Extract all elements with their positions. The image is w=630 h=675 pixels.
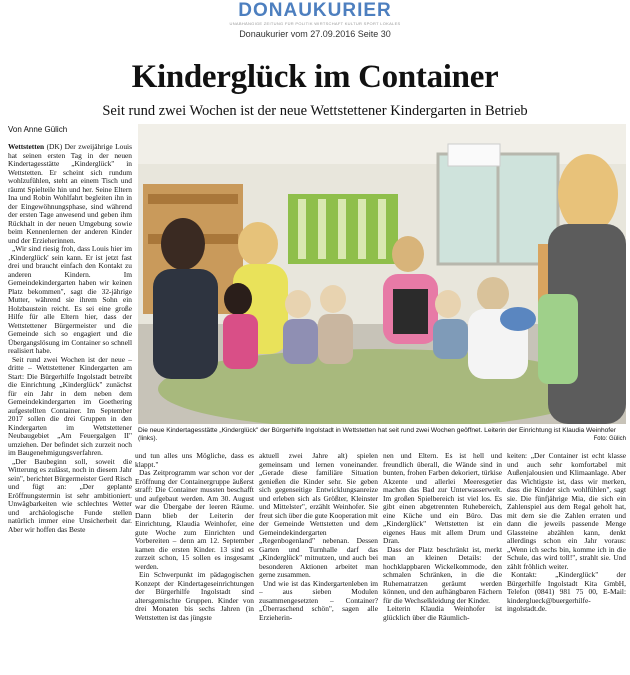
paragraph: „Der Baubeginn soll, soweit die Witterung es zulässt, noch in diesem Jahr sein", berichtet Bürgermeister Gerd Risch und fügt an: „Der geplante Eröffnungstermin ist sehr ambitioniert. Unwägbarkeiten wie schlechtes Wetter und archäologische Funde stellen natürlich immer eine Unsicherheit dar. Aber wir hoffen das Beste	[8, 456, 132, 534]
paragraph: aktuell zwei Jahre alt) spielen gemeinsam und lernen voneinander. „Gerade diese familiäre Situation genießen die Kinder sehr. Sie geben sich gegenseitige Entwicklungsanreize und erleben sich als Größter, Kleinster und Mittelster", erzählt Weinhofer. Sie freut sich über die gute Kooperation mit der Gemeinde Wettstetten und dem Gemeindekindergarten „Regenbogenland" nebenan. Dessen Garten und Turnhalle darf das „Kinderglück" mitnutzen, und auch bei besonderen Aktionen arbeitet man gerne zusammen.	[259, 452, 378, 579]
issue-line: Donaukurier vom 27.09.2016 Seite 30	[239, 29, 391, 39]
article-column-2	[135, 452, 254, 674]
paragraph: Leiterin Klaudia Weinhofer ist glücklich über die Räumlich-	[383, 604, 502, 622]
article-column-4	[383, 452, 502, 674]
subheadline: Seit rund zwei Wochen ist der neue Wettstettener Kindergarten in Betrieb	[102, 103, 528, 119]
paragraph: Und wie ist das Kindergartenleben im – aus sieben Modulen zusammengesetzten – Container? „Überraschend schön", sagen alle Erzieherin-	[259, 578, 378, 622]
photo-caption: Die neue Kindertagesstätte „Kinderglück" der Bürgerhilfe Ingolstadt in Wettstetten hat seit rund zwei Wochen geöffnet. Leiterin der Einrichtung ist Klaudia Weinhofer (links).	[138, 427, 616, 442]
photo-credit: Foto: Gülich	[593, 436, 626, 442]
paragraph: Das Zeitprogramm war schon vor der Eröffnung der Containergruppe äußerst straff: Die Container mussten beschafft und aufgebaut werden. Am 30. August war die Übergabe der leeren Räume. Dann blieb der Leiterin der Einrichtung, Klaudia Weinhofer, eine gute Woche zum Einrichten und Vorbereiten – denn am 12. September kamen die ersten Kinder. 13 sind es zurzeit schon, 15 sollen es insgesamt werden.	[135, 468, 254, 571]
paragraph: keiten: „Der Container ist echt klasse und auch sehr komfortabel mit Außenjalousien und Klimaanlage. Aber das Wichtigste ist, dass wir merken, dass die Kinder sich wohlfühlen", sagt sie. Die fünfjährige Mia, die sich ein Zahlenspiel aus dem Regal geholt hat, mit dem sie die Zahlen erraten und dann die jeweils passende Menge Glassteine abzählen kann, denkt allerdings schon ein Jahr voraus: „Wenn ich sechs bin, komme ich in die Schule, das wird toll!", strahlt sie. Und zählt fröhlich weiter.	[507, 452, 626, 571]
masthead	[0, 0, 630, 40]
masthead-tagline: UNABHÄNGIGE ZEITUNG FÜR POLITIK WIRTSCHAFT KULTUR SPORT LOKALES	[229, 21, 401, 26]
paragraph: Seit rund zwei Wochen ist der neue – dritte – Wettstettener Kindergarten am Start: Die Bürgerhilfe Ingolstadt betreibt die Einrichtung „Kinderglück" zunächst für ein Jahr in dem neben dem Gemeindekindergarten im Goethering aufgestellten Container. Im September 2017 sollen die drei Gruppen in den Kindergarten im Wettstettener Neubaugebiet „Am Feuergalgen II" umziehen. Der befindet sich zurzeit noch im Baugenehmigungsverfahren.	[8, 354, 132, 457]
article-column-5	[507, 452, 626, 674]
article-photo	[138, 124, 626, 424]
paragraph: Wettstetten (DK) Der zweijährige Louis hat seinen ersten Tag in der neuen Kindertagesstätte „Kinderglück" in Wettstetten. Er scheint sich rundum wohlzufühlen, steht an einem Tisch und räumt Spielteile hin und her. Seine Eltern Ina und Robin Wohlfahrt begleiten ihn in der Eingewöhnungsphase, sind während der ersten Tage anwesend und geben ihm Rückhalt in der neuen Umgebung sowie beim Kennenlernen der anderen Kinder und der Erzieherinnen.	[8, 143, 132, 245]
newspaper-logo: DONAUKURIER	[238, 0, 392, 21]
paragraph: und tun alles uns Mögliche, dass es klappt."	[135, 452, 254, 469]
headline: Kinderglück im Container	[131, 59, 499, 95]
paragraph: Ein Schwerpunkt im pädagogischen Konzept der Kindertageseinrichtungen der Bürgerhilfe Ingolstadt sind altersgemischte Gruppen. Kinder von drei Monaten bis sechs Jahren (in Wettstetten ist das jüngste	[135, 570, 254, 622]
article-column-1	[8, 143, 132, 673]
article-column-3	[259, 452, 378, 674]
kindergarten-photo-illustration	[138, 124, 626, 424]
dateline: Wettstetten	[8, 143, 45, 151]
author-byline: Von Anne Gülich	[8, 125, 68, 134]
paragraph: Dass der Platz beschränkt ist, merkt man an kleinen Details: der hochklappbaren Wickelkommode, den schmalen Schränken, in die die Ruhematratzen geräumt werden können, und den aufhängbaren Fächern für die Wechselkleidung der Kinder.	[383, 544, 502, 605]
paragraph: nen und Eltern. Es ist hell und freundlich überall, die Wände sind in bunten, frohen Farben dekoriert, türkise Akzente und allerlei Meeresgetier machen das Bad zur Unterwasserwelt. Im großen Spielbereich ist viel los. Es gibt einen abgetrennten Ruhebereich, eine Küche und ein Büro. Das „Kinderglück" Wettstetten ist ein eigenes Haus mit allem Drum und Dran.	[383, 452, 502, 545]
contact-info: Kontakt: „Kinderglück" der Bürgerhilfe Ingolstadt Kita GmbH, Telefon (0841) 981 75 00, E-Mail: kinderglueck@buergerhilfe-ingolstadt.de.	[507, 570, 626, 613]
paragraph: „Wir sind riesig froh, dass Louis hier im ‚Kinderglück' sein kann. Er ist jetzt fast drei und braucht einfach den Kontakt zu anderen Kindern. Im Gemeindekindergarten haben wir keinen Platz bekommen", sagt die 32-jährige Mutter, während sie ihrem Sohn ein Holzbaustein reicht. Es sei eine große Hilfe für alle Eltern hier, dass der Wettstettener Bürgermeister und die Gemeinde sich so engagiert und die Übergangslösung im Container so schnell realisiert habe.	[8, 244, 132, 355]
